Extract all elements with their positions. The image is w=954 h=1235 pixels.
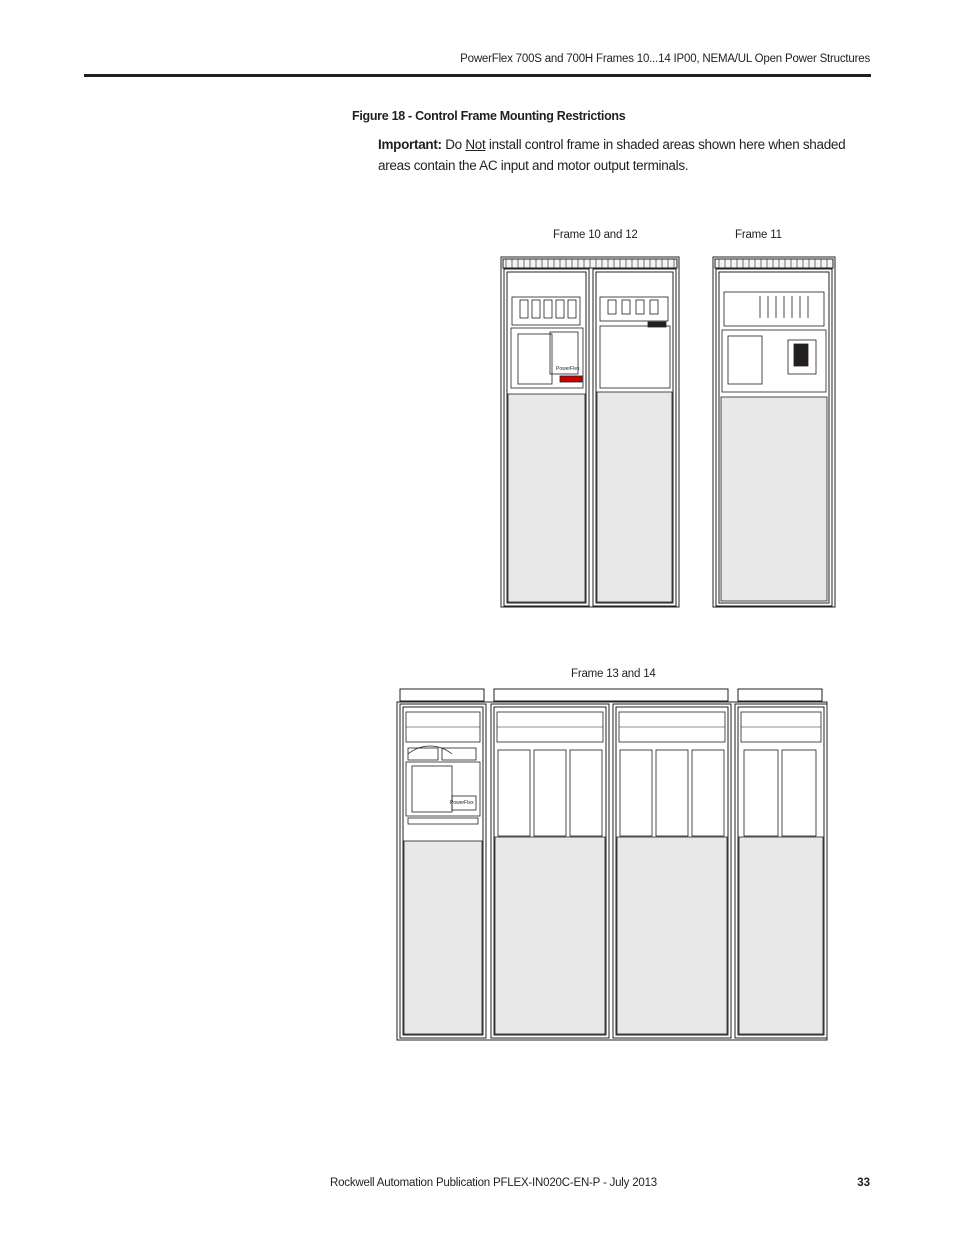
important-text-pre: Do <box>441 137 466 152</box>
important-note <box>378 134 858 176</box>
important-emphasis: Not <box>465 137 486 152</box>
shaded-area-bay-3 <box>617 837 727 1034</box>
shaded-area-frame-11 <box>721 397 827 601</box>
page-number: 33 <box>857 1177 870 1189</box>
shaded-area-left <box>508 394 585 602</box>
shaded-area-bay-1 <box>404 841 482 1034</box>
svg-text:PowerFlex: PowerFlex <box>556 366 580 372</box>
important-text-post: install control frame in shaded areas shown here when shaded areas contain the AC input and motor output terminals. <box>378 137 846 173</box>
caption-frame-10-12: Frame 10 and 12 <box>553 229 638 241</box>
frame-11-drawing <box>710 252 838 612</box>
shaded-area-bay-2 <box>495 837 605 1034</box>
shaded-area-right <box>597 392 672 602</box>
frame-10-12-drawing <box>498 252 684 612</box>
important-label: Important: <box>378 137 442 152</box>
svg-text:PowerFlex: PowerFlex <box>450 800 474 806</box>
caption-frame-13-14: Frame 13 and 14 <box>571 668 656 680</box>
footer-publication: Rockwell Automation Publication PFLEX-IN020C-EN-P - July 2013 <box>330 1177 657 1189</box>
caption-frame-11: Frame 11 <box>735 229 782 241</box>
running-header: PowerFlex 700S and 700H Frames 10...14 IP00, NEMA/UL Open Power Structures <box>460 53 870 65</box>
header-rule <box>84 74 871 77</box>
shaded-area-bay-4 <box>739 837 823 1034</box>
frame-13-14-drawing <box>394 686 830 1046</box>
figure-title: Figure 18 - Control Frame Mounting Restrictions <box>352 109 626 123</box>
